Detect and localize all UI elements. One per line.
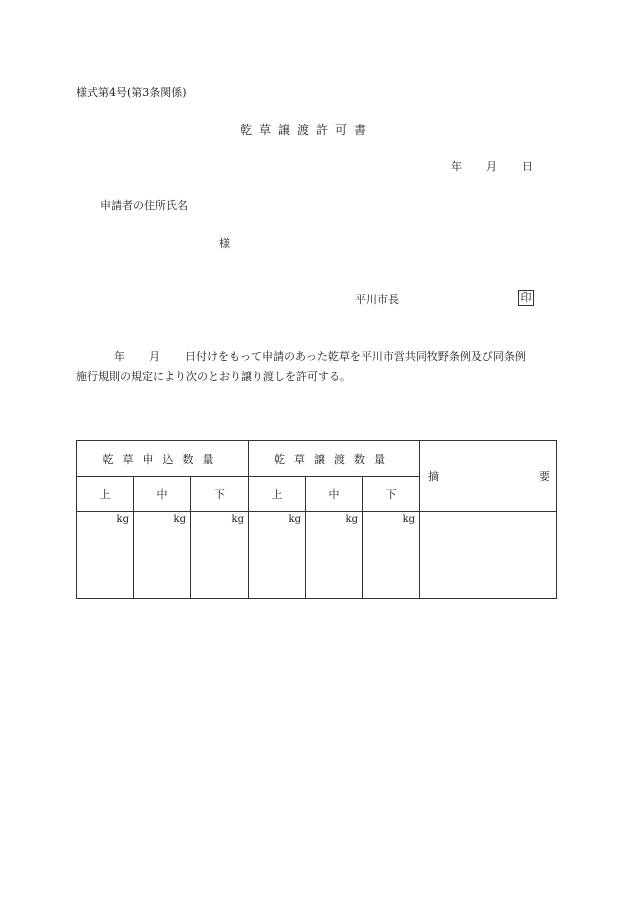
date-year-label: 年 [451, 160, 462, 173]
document-title: 乾草譲渡許可書 [240, 123, 374, 137]
applied-grade-middle: 中 [134, 477, 191, 512]
applied-upper-kg-cell: kg [77, 512, 134, 599]
body-text-line-2: 施行規則の規定により次のとおり譲り渡しを許可する。 [76, 370, 351, 383]
applied-grade-lower: 下 [191, 477, 249, 512]
transferred-upper-kg-cell: kg [249, 512, 306, 599]
form-number: 様式第4号(第3条関係) [76, 86, 187, 99]
remarks-header-right: 要 [539, 470, 551, 483]
seal-mark: 印 [518, 290, 534, 306]
remarks-cell [420, 512, 557, 599]
remarks-header [420, 441, 557, 512]
applied-quantity-header: 乾草申込数量 [77, 441, 249, 477]
body-text-line-1: 日付けをもって申請のあった乾草を平川市営共同牧野条例及び同条例 [185, 350, 526, 363]
date-month-label: 月 [486, 160, 497, 173]
transferred-grade-middle: 中 [306, 477, 363, 512]
body-year-label: 年 [114, 350, 125, 363]
applicant-address-name-label: 申請者の住所氏名 [100, 199, 188, 212]
applicant-honorific: 様 [219, 237, 230, 250]
transferred-lower-kg-cell: kg [363, 512, 420, 599]
body-month-label: 月 [149, 350, 160, 363]
transferred-middle-kg-cell: kg [306, 512, 363, 599]
transferred-grade-upper: 上 [249, 477, 306, 512]
remarks-header-left: 摘 [428, 470, 440, 483]
transferred-quantity-header: 乾草譲渡数量 [249, 441, 420, 477]
transferred-grade-lower: 下 [363, 477, 420, 512]
quantity-table [76, 440, 557, 599]
applied-lower-kg-cell: kg [191, 512, 249, 599]
date-day-label: 日 [522, 160, 533, 173]
applied-grade-upper: 上 [77, 477, 134, 512]
issuer-name: 平川市長 [355, 293, 399, 306]
applied-middle-kg-cell: kg [134, 512, 191, 599]
